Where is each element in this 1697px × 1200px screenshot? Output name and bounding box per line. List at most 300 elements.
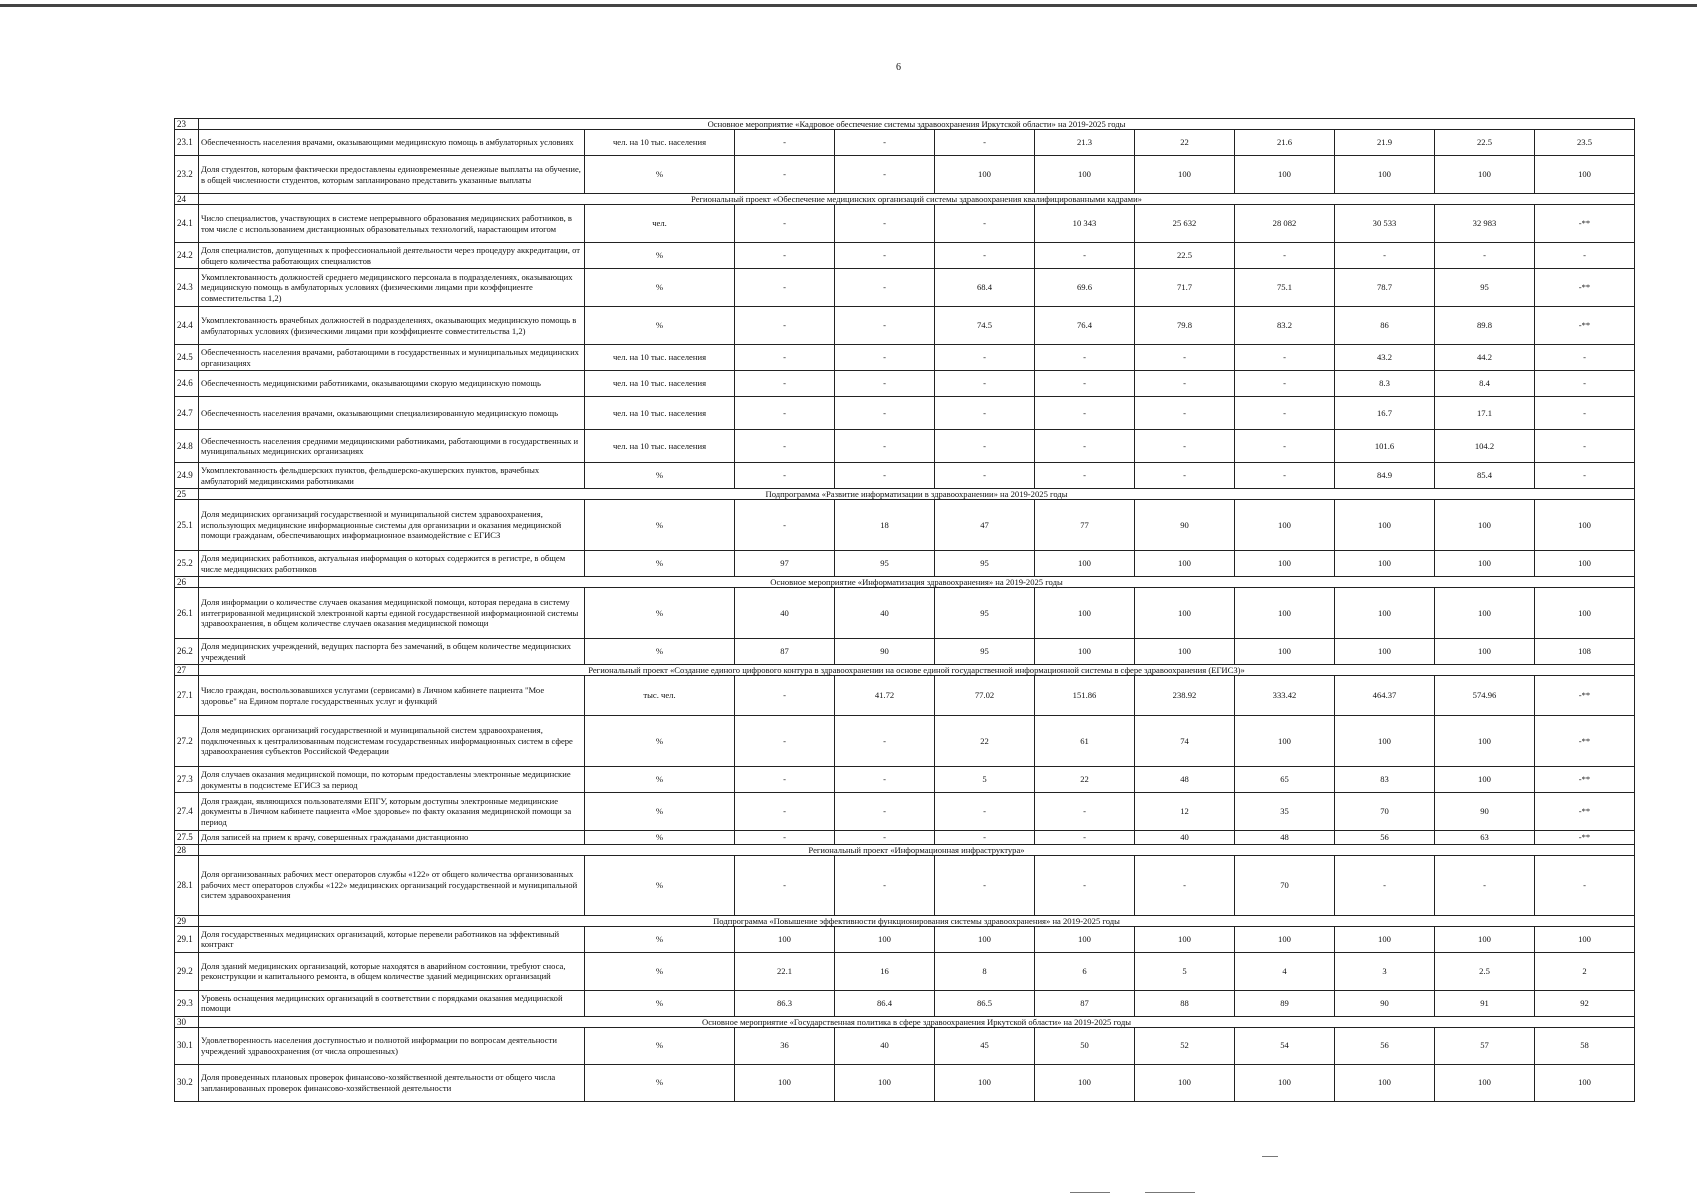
unit-cell: чел. на 10 тыс. населения (585, 371, 735, 397)
value-cell: - (1135, 463, 1235, 489)
value-cell: 100 (1135, 551, 1235, 577)
value-cell: - (1235, 243, 1335, 269)
value-cell: - (835, 243, 935, 269)
table-row (175, 831, 1635, 845)
value-cell: 22 (1035, 767, 1135, 793)
value-cell: 44.2 (1435, 345, 1535, 371)
value-cell: 65 (1235, 767, 1335, 793)
value-cell: 16 (835, 952, 935, 990)
value-cell: 61 (1035, 716, 1135, 767)
unit-cell: % (585, 831, 735, 845)
value-cell: - (835, 430, 935, 463)
value-cell: - (935, 130, 1035, 156)
value-cell: 45 (935, 1027, 1035, 1064)
value-cell: 100 (935, 1064, 1035, 1101)
value-cell: 100 (1235, 156, 1335, 194)
row-number: 27.2 (175, 716, 199, 767)
section-header-row (175, 915, 1635, 926)
value-cell: - (1535, 243, 1635, 269)
value-cell: -** (1535, 793, 1635, 831)
value-cell: 100 (1235, 500, 1335, 551)
section-number: 28 (175, 844, 199, 855)
value-cell: 100 (1535, 926, 1635, 952)
value-cell: - (835, 345, 935, 371)
value-cell: - (935, 243, 1035, 269)
value-cell: -** (1535, 676, 1635, 716)
indicator-name: Доля медицинских организаций государственной и муниципальной систем здравоохранения, использующих медицинские информационные системы для организации и оказания медицинской помощи гражданам, обеспечивающих информационное взаимодействие с ЕГИСЗ (199, 500, 585, 551)
value-cell: - (835, 855, 935, 915)
value-cell: 21.3 (1035, 130, 1135, 156)
section-header-row (175, 1016, 1635, 1027)
value-cell: 50 (1035, 1027, 1135, 1064)
value-cell: 40 (1135, 831, 1235, 845)
value-cell: 100 (735, 926, 835, 952)
value-cell: 22 (935, 716, 1035, 767)
value-cell: 77.02 (935, 676, 1035, 716)
value-cell: - (1135, 371, 1235, 397)
value-cell: 100 (1235, 588, 1335, 639)
value-cell: 75.1 (1235, 269, 1335, 307)
unit-cell: % (585, 588, 735, 639)
value-cell: 25 632 (1135, 205, 1235, 243)
unit-cell: % (585, 463, 735, 489)
value-cell: 5 (1135, 952, 1235, 990)
unit-cell: % (585, 551, 735, 577)
value-cell: 100 (1135, 1064, 1235, 1101)
value-cell: 574.96 (1435, 676, 1535, 716)
value-cell: 8 (935, 952, 1035, 990)
value-cell: 78.7 (1335, 269, 1435, 307)
value-cell: 32 983 (1435, 205, 1535, 243)
unit-cell: тыс. чел. (585, 676, 735, 716)
value-cell: 100 (1435, 500, 1535, 551)
value-cell: 100 (835, 1064, 935, 1101)
value-cell: -** (1535, 831, 1635, 845)
value-cell: - (835, 205, 935, 243)
value-cell: -** (1535, 716, 1635, 767)
value-cell: 100 (1335, 716, 1435, 767)
value-cell: 100 (1535, 500, 1635, 551)
table-row (175, 588, 1635, 639)
value-cell: 100 (1235, 716, 1335, 767)
value-cell: 86.5 (935, 990, 1035, 1016)
table-row (175, 716, 1635, 767)
unit-cell: % (585, 639, 735, 665)
value-cell: 8.3 (1335, 371, 1435, 397)
value-cell: 104.2 (1435, 430, 1535, 463)
value-cell: 100 (1435, 156, 1535, 194)
value-cell: 22.5 (1435, 130, 1535, 156)
section-number: 27 (175, 665, 199, 676)
value-cell: - (1035, 345, 1135, 371)
value-cell: -** (1535, 307, 1635, 345)
value-cell: -** (1535, 269, 1635, 307)
value-cell: - (735, 500, 835, 551)
row-number: 25.1 (175, 500, 199, 551)
value-cell: 87 (1035, 990, 1135, 1016)
value-cell: - (1235, 430, 1335, 463)
row-number: 24.5 (175, 345, 199, 371)
value-cell: - (835, 463, 935, 489)
value-cell: - (735, 345, 835, 371)
indicator-name: Доля медицинских организаций государственной и муниципальной систем здравоохранения, подключенных к централизованным подсистемам государственных информационных систем в сфере здравоохранения субъектов Российской Федерации (199, 716, 585, 767)
section-number: 25 (175, 489, 199, 500)
section-header-row (175, 194, 1635, 205)
value-cell: - (1035, 463, 1135, 489)
row-number: 26.1 (175, 588, 199, 639)
value-cell: - (835, 130, 935, 156)
value-cell: 100 (1435, 639, 1535, 665)
section-title: Основное мероприятие «Кадровое обеспечение системы здравоохранения Иркутской области» на 2019-2025 годы (199, 119, 1635, 130)
row-number: 29.1 (175, 926, 199, 952)
table-row (175, 1064, 1635, 1101)
section-title: Подпрограмма «Повышение эффективности функционирования системы здравоохранения» на 2019-2025 годы (199, 915, 1635, 926)
value-cell: - (835, 793, 935, 831)
value-cell: 151.86 (1035, 676, 1135, 716)
value-cell: 100 (1335, 551, 1435, 577)
value-cell: 92 (1535, 990, 1635, 1016)
value-cell: - (1335, 855, 1435, 915)
value-cell: 70 (1335, 793, 1435, 831)
unit-cell: % (585, 716, 735, 767)
value-cell: 100 (1335, 1064, 1435, 1101)
value-cell: 100 (735, 1064, 835, 1101)
value-cell: - (1135, 855, 1235, 915)
section-title: Основное мероприятие «Информатизация здравоохранения» на 2019-2025 годы (199, 577, 1635, 588)
value-cell: 47 (935, 500, 1035, 551)
value-cell: 57 (1435, 1027, 1535, 1064)
value-cell: - (1235, 397, 1335, 430)
value-cell: 28 082 (1235, 205, 1335, 243)
unit-cell: % (585, 926, 735, 952)
value-cell: - (835, 307, 935, 345)
value-cell: 100 (1535, 588, 1635, 639)
table-row (175, 952, 1635, 990)
value-cell: - (735, 463, 835, 489)
value-cell: 100 (935, 156, 1035, 194)
indicator-name: Доля граждан, являющихся пользователями ЕПГУ, которым доступны электронные медицинские документы в Личном кабинете пациента «Мое здоровье» по факту оказания медицинской помощи за период (199, 793, 585, 831)
section-title: Региональный проект «Информационная инфраструктура» (199, 844, 1635, 855)
value-cell: - (835, 269, 935, 307)
value-cell: 95 (935, 639, 1035, 665)
unit-cell: % (585, 500, 735, 551)
value-cell: 100 (1435, 767, 1535, 793)
value-cell: - (835, 156, 935, 194)
value-cell: 100 (1435, 588, 1535, 639)
table-row (175, 676, 1635, 716)
value-cell: - (735, 156, 835, 194)
value-cell: 100 (1235, 926, 1335, 952)
value-cell: 76.4 (1035, 307, 1135, 345)
unit-cell: % (585, 952, 735, 990)
value-cell: 30 533 (1335, 205, 1435, 243)
table-row (175, 463, 1635, 489)
value-cell: - (835, 716, 935, 767)
value-cell: 86 (1335, 307, 1435, 345)
row-number: 27.1 (175, 676, 199, 716)
value-cell: - (935, 345, 1035, 371)
section-header-row (175, 577, 1635, 588)
value-cell: 22.1 (735, 952, 835, 990)
indicator-name: Доля студентов, которым фактически предоставлены единовременные денежные выплаты на обучение, в общей численности студентов, которым запланировано представить указанные выплаты (199, 156, 585, 194)
value-cell: 100 (1135, 639, 1235, 665)
row-number: 27.4 (175, 793, 199, 831)
value-cell: - (935, 430, 1035, 463)
table-row (175, 793, 1635, 831)
value-cell: 91 (1435, 990, 1535, 1016)
scan-artifact (1070, 1192, 1110, 1193)
row-number: 30.1 (175, 1027, 199, 1064)
unit-cell: чел. на 10 тыс. населения (585, 130, 735, 156)
indicator-name: Обеспеченность населения врачами, оказывающими медицинскую помощь в амбулаторных условиях (199, 130, 585, 156)
value-cell: 40 (835, 588, 935, 639)
value-cell: - (1135, 397, 1235, 430)
row-number: 26.2 (175, 639, 199, 665)
value-cell: 100 (835, 926, 935, 952)
value-cell: 77 (1035, 500, 1135, 551)
unit-cell: чел. на 10 тыс. населения (585, 345, 735, 371)
value-cell: - (735, 430, 835, 463)
value-cell: - (1535, 430, 1635, 463)
section-number: 26 (175, 577, 199, 588)
scan-top-border (0, 4, 1697, 7)
unit-cell: % (585, 307, 735, 345)
value-cell: 71.7 (1135, 269, 1235, 307)
unit-cell: чел. (585, 205, 735, 243)
indicator-name: Доля медицинских учреждений, ведущих паспорта без замечаний, в общем количестве медицинских учреждений (199, 639, 585, 665)
value-cell: - (735, 831, 835, 845)
unit-cell: % (585, 793, 735, 831)
value-cell: - (835, 831, 935, 845)
table-row (175, 371, 1635, 397)
value-cell: - (735, 243, 835, 269)
value-cell: - (935, 793, 1035, 831)
scan-artifact (1145, 1192, 1195, 1193)
value-cell: - (1035, 831, 1135, 845)
value-cell: - (1235, 371, 1335, 397)
value-cell: 74 (1135, 716, 1235, 767)
table-row (175, 345, 1635, 371)
value-cell: 58 (1535, 1027, 1635, 1064)
section-number: 29 (175, 915, 199, 926)
value-cell: -** (1535, 767, 1635, 793)
value-cell: 101.6 (1335, 430, 1435, 463)
value-cell: 100 (1335, 156, 1435, 194)
unit-cell: % (585, 269, 735, 307)
value-cell: - (1435, 855, 1535, 915)
value-cell: - (735, 793, 835, 831)
value-cell: - (935, 855, 1035, 915)
value-cell: - (935, 371, 1035, 397)
indicator-name: Обеспеченность населения врачами, работающими в государственных и муниципальных медицинских организациях (199, 345, 585, 371)
value-cell: - (1235, 463, 1335, 489)
value-cell: 100 (1335, 500, 1435, 551)
value-cell: 100 (1035, 1064, 1135, 1101)
value-cell: 333.42 (1235, 676, 1335, 716)
value-cell: 100 (1235, 639, 1335, 665)
value-cell: 48 (1235, 831, 1335, 845)
unit-cell: % (585, 243, 735, 269)
section-number: 23 (175, 119, 199, 130)
value-cell: 36 (735, 1027, 835, 1064)
row-number: 28.1 (175, 855, 199, 915)
value-cell: - (735, 307, 835, 345)
value-cell: - (1135, 430, 1235, 463)
value-cell: 100 (1035, 588, 1135, 639)
section-header-row (175, 844, 1635, 855)
value-cell: 74.5 (935, 307, 1035, 345)
value-cell: 43.2 (1335, 345, 1435, 371)
value-cell: 48 (1135, 767, 1235, 793)
table-body (175, 119, 1635, 1102)
value-cell: - (1335, 243, 1435, 269)
value-cell: - (735, 855, 835, 915)
value-cell: 68.4 (935, 269, 1035, 307)
value-cell: - (1035, 371, 1135, 397)
row-number: 24.7 (175, 397, 199, 430)
value-cell: 95 (1435, 269, 1535, 307)
value-cell: - (1235, 345, 1335, 371)
value-cell: 79.8 (1135, 307, 1235, 345)
value-cell: 12 (1135, 793, 1235, 831)
table-row (175, 205, 1635, 243)
value-cell: 100 (1535, 156, 1635, 194)
value-cell: - (835, 767, 935, 793)
value-cell: 40 (735, 588, 835, 639)
value-cell: - (1535, 855, 1635, 915)
indicator-name: Доля случаев оказания медицинской помощи, по которым предоставлены электронные медицинские документы в подсистеме ЕГИСЗ за период (199, 767, 585, 793)
value-cell: 35 (1235, 793, 1335, 831)
indicator-name: Число граждан, воспользовавшихся услугами (сервисами) в Личном кабинете пациента "Мое здоровье" на Едином портале государственных услуг и функций (199, 676, 585, 716)
value-cell: 90 (835, 639, 935, 665)
value-cell: 97 (735, 551, 835, 577)
value-cell: 100 (1435, 716, 1535, 767)
value-cell: 8.4 (1435, 371, 1535, 397)
value-cell: 69.6 (1035, 269, 1135, 307)
indicator-name: Удовлетворенность населения доступностью и полнотой информации по вопросам деятельности учреждений здравоохранения (от числа опрошенных) (199, 1027, 585, 1064)
table-row (175, 639, 1635, 665)
value-cell: - (735, 397, 835, 430)
value-cell: 90 (1435, 793, 1535, 831)
row-number: 25.2 (175, 551, 199, 577)
value-cell: 100 (1035, 639, 1135, 665)
value-cell: 56 (1335, 1027, 1435, 1064)
section-title: Подпрограмма «Развитие информатизации в здравоохранении» на 2019-2025 годы (199, 489, 1635, 500)
table-row (175, 269, 1635, 307)
unit-cell: % (585, 767, 735, 793)
table-row (175, 397, 1635, 430)
row-number: 23.1 (175, 130, 199, 156)
indicator-name: Обеспеченность населения врачами, оказывающими специализированную медицинскую помощь (199, 397, 585, 430)
indicator-name: Доля информации о количестве случаев оказания медицинской помощи, которая передана в систему интегрированной медицинской электронной карты единой государственной информационной системы здравоохранения, в общем количестве случаев оказания медицинской помощи (199, 588, 585, 639)
value-cell: - (735, 130, 835, 156)
value-cell: 84.9 (1335, 463, 1435, 489)
unit-cell: % (585, 855, 735, 915)
section-number: 24 (175, 194, 199, 205)
indicator-name: Число специалистов, участвующих в системе непрерывного образования медицинских работников, в том числе с использованием дистанционных образовательных технологий, нарастающим итогом (199, 205, 585, 243)
value-cell: - (735, 716, 835, 767)
table-row (175, 500, 1635, 551)
indicator-name: Доля специалистов, допущенных к профессиональной деятельности через процедуру аккредитации, от общего количества работающих специалистов (199, 243, 585, 269)
value-cell: - (735, 205, 835, 243)
value-cell: - (935, 205, 1035, 243)
indicator-name: Доля государственных медицинских организаций, которые перевели работников на эффективный контракт (199, 926, 585, 952)
value-cell: - (1035, 397, 1135, 430)
section-header-row (175, 489, 1635, 500)
value-cell: - (735, 371, 835, 397)
table-row (175, 156, 1635, 194)
value-cell: 90 (1335, 990, 1435, 1016)
value-cell: 89 (1235, 990, 1335, 1016)
value-cell: 100 (1035, 551, 1135, 577)
value-cell: 238.92 (1135, 676, 1235, 716)
value-cell: 100 (1235, 1064, 1335, 1101)
value-cell: 100 (1435, 926, 1535, 952)
row-number: 24.9 (175, 463, 199, 489)
row-number: 24.2 (175, 243, 199, 269)
row-number: 27.3 (175, 767, 199, 793)
value-cell: 18 (835, 500, 935, 551)
row-number: 24.6 (175, 371, 199, 397)
indicator-name: Укомплектованность должностей среднего медицинского персонала в подразделениях, оказывающих медицинскую помощь в амбулаторных условиях (физическими лицами при коэффициенте совместительства 1,2) (199, 269, 585, 307)
row-number: 24.1 (175, 205, 199, 243)
table-row (175, 430, 1635, 463)
value-cell: 100 (1535, 1064, 1635, 1101)
value-cell: 6 (1035, 952, 1135, 990)
value-cell: - (1135, 345, 1235, 371)
row-number: 27.5 (175, 831, 199, 845)
indicator-name: Доля зданий медицинских организаций, которые находятся в аварийном состоянии, требуют сноса, реконструкции и капитального ремонта, в общем количестве зданий медицинских организаций (199, 952, 585, 990)
value-cell: - (835, 371, 935, 397)
section-title: Региональный проект «Обеспечение медицинских организаций системы здравоохранения квалифицированными кадрами» (199, 194, 1635, 205)
value-cell: - (735, 269, 835, 307)
value-cell: 100 (1035, 926, 1135, 952)
value-cell: - (1035, 855, 1135, 915)
unit-cell: чел. на 10 тыс. населения (585, 397, 735, 430)
value-cell: 70 (1235, 855, 1335, 915)
value-cell: 100 (1235, 551, 1335, 577)
value-cell: - (1535, 397, 1635, 430)
unit-cell: чел. на 10 тыс. населения (585, 430, 735, 463)
value-cell: 41.72 (835, 676, 935, 716)
value-cell: 10 343 (1035, 205, 1135, 243)
table-row (175, 551, 1635, 577)
value-cell: - (935, 463, 1035, 489)
row-number: 29.3 (175, 990, 199, 1016)
value-cell: 3 (1335, 952, 1435, 990)
value-cell: 21.9 (1335, 130, 1435, 156)
value-cell: 83 (1335, 767, 1435, 793)
value-cell: - (1435, 243, 1535, 269)
value-cell: 90 (1135, 500, 1235, 551)
section-number: 30 (175, 1016, 199, 1027)
value-cell: 86.3 (735, 990, 835, 1016)
value-cell: - (735, 767, 835, 793)
value-cell: 100 (1135, 588, 1235, 639)
indicator-name: Доля медицинских работников, актуальная информация о которых содержится в регистре, в общем числе медицинских работников (199, 551, 585, 577)
indicator-name: Укомплектованность фельдшерских пунктов, фельдшерско-акушерских пунктов, врачебных амбулаторий медицинскими работниками (199, 463, 585, 489)
value-cell: 100 (1435, 551, 1535, 577)
row-number: 24.4 (175, 307, 199, 345)
table-row (175, 307, 1635, 345)
indicator-name: Доля проведенных плановых проверок финансово-хозяйственной деятельности от общего числа запланированных проверок финансово-хозяйственной деятельности (199, 1064, 585, 1101)
value-cell: - (735, 676, 835, 716)
indicator-name: Уровень оснащения медицинских организаций в соответствии с порядками оказания медицинской помощи (199, 990, 585, 1016)
value-cell: - (935, 831, 1035, 845)
indicator-name: Укомплектованность врачебных должностей в подразделениях, оказывающих медицинскую помощь в амбулаторных условиях (физическими лицами при коэффициенте совместительства 1,2) (199, 307, 585, 345)
unit-cell: % (585, 1064, 735, 1101)
value-cell: - (1035, 243, 1135, 269)
